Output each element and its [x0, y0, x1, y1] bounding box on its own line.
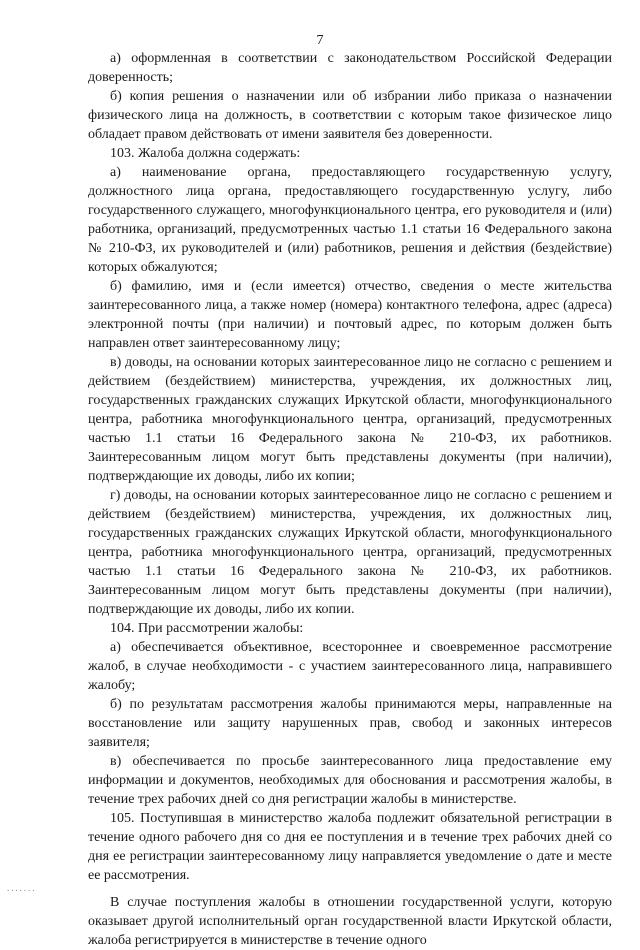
page-number: 7	[316, 33, 324, 48]
paragraph-103-heading: 103. Жалоба должна содержать:	[110, 146, 301, 161]
paragraph-104-heading: 104. При рассмотрении жалобы:	[110, 621, 304, 636]
paragraph-105: 105. Поступившая в министерство жалоба подлежит обязательной регистрации в течение одного рабочего дня со дня ее поступления и в течение трех рабочих дней со дня ее регистрации заинтересованному лицу направляется уведомление о дате и месте ее рассмотрения.	[88, 811, 612, 883]
paragraph-105-continuation: В случае поступления жалобы в отношении государственной услуги, которую оказывает другой исполнительный орган государственной власти Иркутской области, жалоба регистрируется в министерстве в течение одного	[88, 895, 612, 948]
paragraph-103-g: г) доводы, на основании которых заинтересованное лицо не согласно с решением и действием (бездействием) министерства, учреждения, их должностных лиц, государственных гражданских служащих Иркутской области, многофункционального центра, работника многофункционального центра, организаций, предусмотренных частью 1.1 статьи 16 Федерального закона № 210-ФЗ, их работников. Заинтересованным лицом могут быть представлены документы (при наличии), подтверждающие их доводы, либо их копии.	[88, 488, 612, 617]
paragraph-104-a: а) обеспечивается объективное, всестороннее и своевременное рассмотрение жалоб, в случае необходимости - с участием заинтересованного лица, направившего жалобу;	[88, 640, 612, 693]
paragraph-a-power-of-attorney: а) оформленная в соответствии с законодательством Российской Федерации доверенность;	[88, 51, 612, 85]
document-body	[88, 49, 612, 950]
paragraph-103-b: б) фамилию, имя и (если имеется) отчество, сведения о месте жительства заинтересованного лица, а также номер (номера) контактного телефона, адрес (адреса) электронной почты (при наличии) и почтовый адрес, по которым должен быть направлен ответ заинтересованному лицу;	[88, 279, 612, 351]
paragraph-103-a: а) наименование органа, предоставляющего государственную услугу, должностного лица органа, предоставляющего государственную услугу, либо государственного служащего, многофункционального центра, его руководителя и (или) работника, организаций, предусмотренных частью 1.1 статьи 16 Федерального закона № 210-ФЗ, их руководителей и (или) работников, решения и действия (бездействие) которых обжалуются;	[88, 165, 612, 275]
footer-mark: .......	[6, 886, 36, 894]
paragraph-104-v: в) обеспечивается по просьбе заинтересованного лица предоставление ему информации и документов, необходимых для обоснования и рассмотрения жалобы, в течение трех рабочих дней со дня регистрации жалобы в министерстве.	[88, 754, 612, 807]
paragraph-103-v: в) доводы, на основании которых заинтересованное лицо не согласно с решением и действием (бездействием) министерства, учреждения, их должностных лиц, государственных гражданских служащих Иркутской области, многофункционального центра, работника многофункционального центра, организаций, предусмотренных частью 1.1 статьи 16 Федерального закона № 210-ФЗ, их работников. Заинтересованным лицом могут быть представлены документы (при наличии), подтверждающие их доводы, либо их копии;	[88, 355, 612, 484]
paragraph-b-appointment-decision: б) копия решения о назначении или об избрании либо приказа о назначении физического лица на должность, в соответствии с которым такое физическое лицо обладает правом действовать от имени заявителя без доверенности.	[88, 89, 612, 142]
paragraph-104-b: б) по результатам рассмотрения жалобы принимаются меры, направленные на восстановление или защиту нарушенных прав, свобод и законных интересов заявителя;	[88, 697, 612, 750]
